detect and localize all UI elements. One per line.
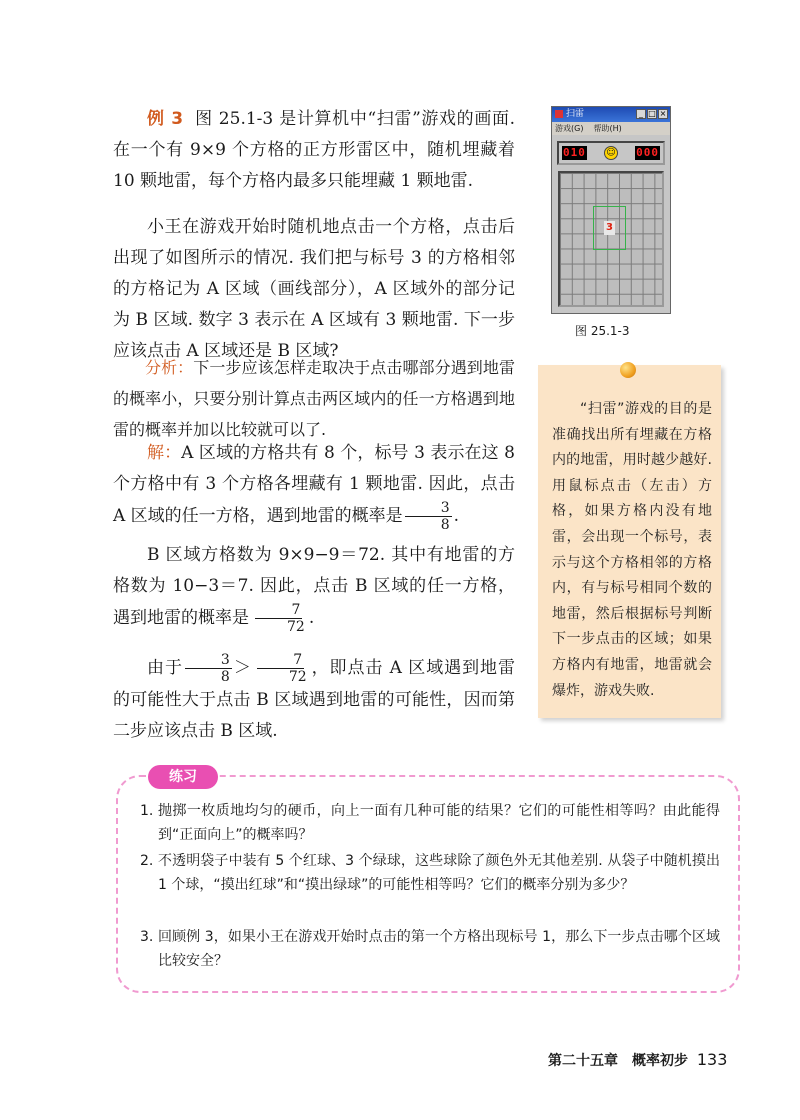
- close-icon: ×: [659, 109, 667, 118]
- analysis-label: 分析：: [145, 358, 194, 377]
- solution-text-3b: ，即点击 A 区域遇到地雷的可能性大于点击 B 区域遇到地雷的可能性，因而第二步应该点击 B 区域.: [113, 658, 516, 741]
- example-text-1: 图 25.1-3 是计算机中“扫雷”游戏的画面. 在一个有 9×9 个方格的正方形雷区中，随机埋藏着 10 颗地雷，每个方格内最多只能埋藏 1 颗地雷.: [113, 109, 515, 191]
- exercise-text: 抛掷一枚质地均匀的硬币，向上一面有几种可能的结果？它们的可能性相等吗？由此能得到“正面向上”的概率吗？: [158, 803, 720, 843]
- fraction-numerator: 7: [257, 652, 304, 669]
- window-menubar: [552, 122, 670, 135]
- fraction-numerator: 7: [255, 602, 302, 619]
- mine-counter: 010: [563, 146, 586, 159]
- exercise-item: [140, 925, 720, 973]
- side-note: [538, 365, 721, 718]
- exercise-text: 回顾例 3，如果小王在游戏开始时点击的第一个方格出现标号 1，那么下一步点击哪个区域比较安全？: [158, 929, 720, 969]
- opened-cell: 3: [604, 221, 615, 235]
- menu-help: 帮助(H): [593, 124, 622, 133]
- smiley-face-icon: ☺: [604, 146, 618, 160]
- exercise-tag: 练习: [148, 765, 218, 789]
- exercise-box: [116, 769, 740, 993]
- solution-label: 解：: [147, 443, 182, 463]
- greater-than-sign: ＞: [233, 658, 251, 678]
- minimize-icon: _: [636, 109, 646, 119]
- timer-display: 000: [636, 146, 659, 159]
- solution-text-3a: 由于: [147, 658, 183, 678]
- status-panel: [557, 141, 665, 165]
- exercise-item: [140, 799, 720, 847]
- fraction-3-8: [185, 652, 232, 685]
- maximize-icon: □: [648, 109, 656, 118]
- figure-caption: 图 25.1-3: [575, 324, 630, 338]
- example-label: 例 3: [147, 109, 184, 129]
- fraction-denominator: 72: [287, 619, 305, 635]
- fraction-denominator: 72: [288, 669, 307, 685]
- example-text-2: 小王在游戏开始时随机地点击一个方格，点击后出现了如图所示的情况. 我们把与标号 3 的方格相邻的方格记为 A 区域（画线部分），A 区域外的部分记为 B 区域. 数字 3 表示在 A 区域有 3 颗地雷. 下一步应该点击 A 区域还是 B 区域?: [113, 217, 515, 361]
- fraction-numerator: 3: [405, 500, 452, 517]
- example-paragraph-2: [113, 212, 515, 367]
- minesweeper-screenshot: [551, 106, 671, 314]
- exercise-number: 2.: [140, 853, 154, 869]
- fraction-3-8: [405, 500, 452, 533]
- pushpin-icon: [620, 362, 636, 378]
- exercise-item: [140, 849, 720, 897]
- mine-field-grid: [558, 171, 664, 307]
- fraction-denominator: 8: [440, 517, 450, 533]
- fraction-7-72: [253, 652, 309, 685]
- page-footer: [548, 1050, 727, 1070]
- example-paragraph-1: [113, 104, 515, 197]
- solution-paragraph-1: 解：A 区域的方格共有 8 个，标号 3 表示在这 8 个方格中有 3 个方格各埋藏有 1 颗地雷. 因此，点击 A 区域的任一方格，遇到地雷的概率是 $\frac{3}{8}$ .: [113, 443, 516, 533]
- window-title: 扫雷: [566, 109, 585, 119]
- solution-text-2: B 区域方格数为 9×9−9＝72. 其中有地雷的方格数为 10−3＝7. 因此，点击 B 区域的任一方格，遇到地雷的概率是: [113, 545, 515, 628]
- analysis-paragraph: [113, 352, 515, 445]
- exercise-number: 3.: [140, 929, 154, 945]
- chapter-title: 第二十五章 概率初步: [548, 1053, 688, 1069]
- window-titlebar: [552, 107, 670, 122]
- fraction-denominator: 8: [220, 669, 230, 685]
- analysis-text: 下一步应该怎样走取决于点击哪部分遇到地雷的概率小，只要分别计算点击两区域内的任一方格遇到地雷的概率并加以比较就可以了.: [113, 358, 515, 439]
- solution-text-1: A 区域的方格共有 8 个，标号 3 表示在这 8 个方格中有 3 个方格各埋藏有 1 颗地雷. 因此，点击 A 区域的任一方格，遇到地雷的概率是: [113, 443, 516, 526]
- solution-paragraph-3: [113, 652, 515, 747]
- exercise-number: 1.: [140, 803, 154, 819]
- window-buttons: [636, 109, 668, 119]
- fraction-numerator: 3: [185, 652, 232, 669]
- page-number: 133: [696, 1050, 728, 1069]
- side-note-text: “扫雷”游戏的目的是准确找出所有埋藏在方格内的地雷，用时越少越好. 用鼠标点击（左击）方格，如果方格内没有地雷，会出现一个标号，表示与这个方格相邻的方格内，有与标号相同个数的地雷，然后根据标号判断下一步点击的区域；如果方格内有地雷，地雷就会爆炸，游戏失败.: [552, 401, 712, 699]
- solution-paragraph-2: B 区域方格数为 9×9−9＝72. 其中有地雷的方格数为 10−3＝7. 因此，点击 B 区域的任一方格，遇到地雷的概率是 $\frac{7}{72}$ .: [113, 545, 515, 635]
- minesweeper-app-icon: [555, 110, 563, 118]
- menu-game: 游戏(G): [555, 124, 584, 133]
- fraction-7-72: [251, 602, 307, 635]
- exercise-text: 不透明袋子中装有 5 个红球、3 个绿球，这些球除了颜色外无其他差别. 从袋子中随机摸出 1 个球，“摸出红球”和“摸出绿球”的可能性相等吗？它们的概率分别为多少？: [158, 853, 720, 893]
